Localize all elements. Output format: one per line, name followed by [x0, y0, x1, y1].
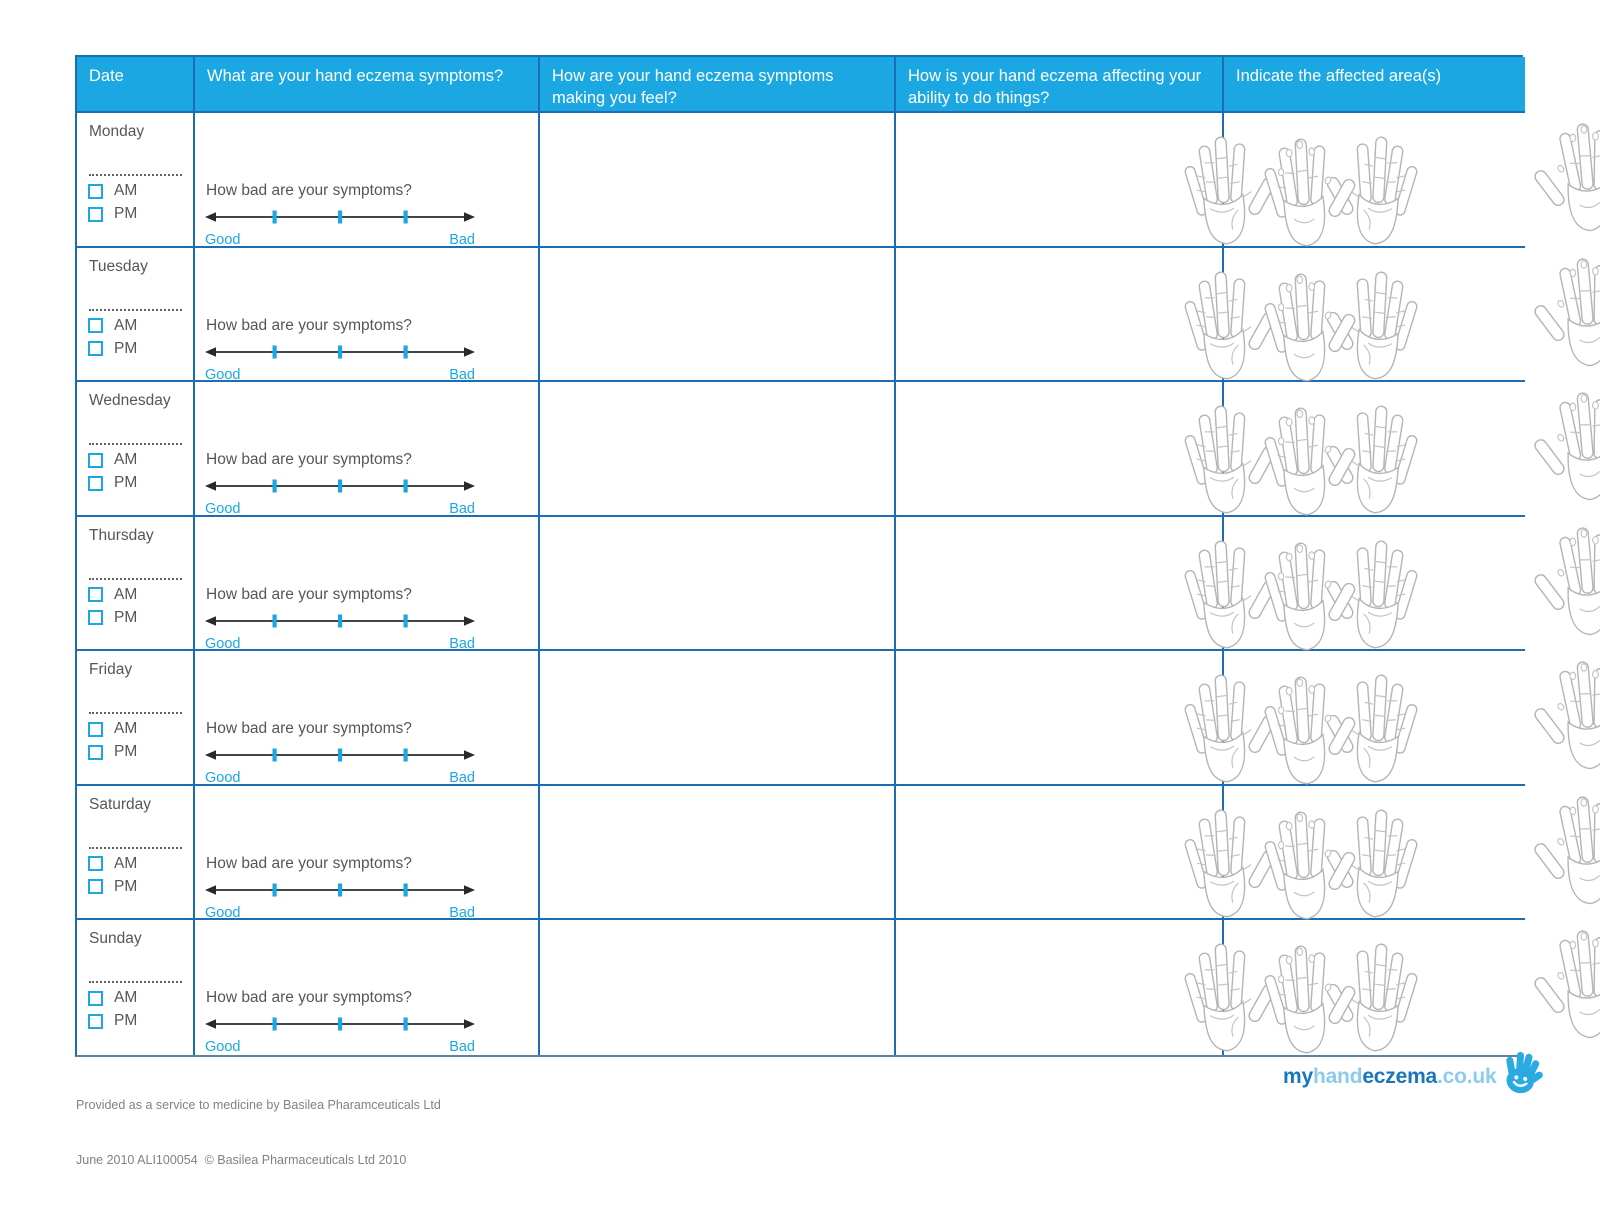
am-label: AM	[114, 451, 138, 468]
scale-arrow-left	[205, 616, 216, 626]
scale-tick	[404, 883, 408, 896]
affected-areas-cell[interactable]	[1224, 786, 1525, 921]
pm-row	[88, 474, 193, 492]
scale-tick	[404, 614, 408, 627]
pm-row	[88, 609, 193, 627]
date-write-line[interactable]	[89, 710, 182, 714]
feelings-answer-cell[interactable]	[540, 920, 896, 1055]
am-checkbox[interactable]	[88, 856, 103, 871]
pm-row	[88, 878, 193, 896]
symptoms-cell	[195, 113, 540, 248]
symptoms-cell	[195, 382, 540, 517]
day-label: Monday	[89, 123, 145, 140]
scale-arrow-left	[205, 885, 216, 895]
scale-good-label: Good	[205, 904, 241, 921]
right-back-hand	[1529, 794, 1600, 907]
scale-arrow-right	[464, 212, 475, 222]
am-checkbox[interactable]	[88, 184, 103, 199]
am-row	[88, 451, 193, 469]
scale-good-label: Good	[205, 232, 241, 248]
affected-areas-cell[interactable]	[1224, 651, 1525, 786]
am-row	[88, 989, 193, 1007]
scale-arrow-right	[464, 481, 475, 491]
myhandeczema-logo	[1283, 1056, 1545, 1098]
hands-diagram[interactable]	[1234, 387, 1516, 509]
am-row	[88, 720, 193, 738]
scale-good-label: Good	[205, 1039, 241, 1055]
feelings-answer-cell[interactable]	[540, 382, 896, 517]
scale-arrow-left	[205, 481, 216, 491]
scale-tick	[404, 1018, 408, 1031]
date-cell	[77, 651, 195, 786]
scale-tick	[404, 345, 408, 358]
date-write-line[interactable]	[89, 576, 182, 580]
scale-bad-label: Bad	[449, 232, 475, 248]
hands-diagram[interactable]	[1234, 925, 1516, 1047]
affected-areas-cell[interactable]	[1224, 248, 1525, 383]
ability-answer-cell[interactable]	[896, 517, 1224, 652]
date-write-line[interactable]	[89, 307, 182, 311]
day-label: Wednesday	[89, 392, 171, 409]
am-checkbox[interactable]	[88, 318, 103, 333]
am-row	[88, 855, 193, 873]
am-row	[88, 182, 193, 200]
right-back-hand	[1529, 121, 1600, 234]
scale-arrow-left	[205, 1019, 216, 1029]
pm-label: PM	[114, 205, 138, 222]
pm-row	[88, 1012, 193, 1030]
symptoms-cell	[195, 920, 540, 1055]
scale-tick	[338, 614, 342, 627]
pm-checkbox[interactable]	[88, 610, 103, 625]
right-back-hand	[1529, 256, 1600, 369]
date-write-line[interactable]	[89, 441, 182, 445]
left-palm-hand	[1321, 940, 1420, 1053]
am-checkbox[interactable]	[88, 587, 103, 602]
scale-question: How bad are your symptoms?	[206, 989, 412, 1006]
right-back-hand	[1529, 525, 1600, 638]
scale-tick	[273, 211, 277, 224]
left-back-hand	[1262, 673, 1361, 786]
scale-bad-label: Bad	[449, 1039, 475, 1055]
diary-table	[75, 55, 1523, 1057]
hands-diagram[interactable]	[1234, 253, 1516, 375]
logo-wordmark: myhandeczema.co.uk	[1283, 1065, 1497, 1088]
column-header-ability: How is your hand eczema affecting your ability to do things?	[896, 57, 1224, 113]
footer-credits	[76, 1060, 441, 1205]
am-label: AM	[114, 316, 138, 334]
left-palm-hand	[1321, 268, 1420, 381]
left-back-hand	[1262, 135, 1361, 248]
ability-answer-cell[interactable]	[896, 382, 1224, 517]
symptom-severity-scale[interactable]	[205, 478, 475, 494]
affected-areas-cell[interactable]	[1224, 517, 1525, 652]
pm-row	[88, 205, 193, 223]
scale-question: How bad are your symptoms?	[206, 182, 412, 199]
handprint-icon	[1501, 1050, 1545, 1098]
pm-checkbox[interactable]	[88, 879, 103, 894]
day-label: Thursday	[89, 526, 154, 544]
pm-label: PM	[114, 743, 138, 760]
hands-diagram[interactable]	[1234, 522, 1516, 644]
affected-areas-cell[interactable]	[1224, 113, 1525, 248]
pm-checkbox[interactable]	[88, 341, 103, 356]
left-back-hand	[1262, 808, 1361, 921]
am-row	[88, 586, 193, 604]
symptoms-cell	[195, 651, 540, 786]
day-label: Sunday	[89, 930, 142, 947]
am-label: AM	[114, 182, 138, 199]
right-back-hand	[1529, 659, 1600, 772]
symptom-severity-scale[interactable]	[205, 344, 475, 360]
scale-arrow-left	[205, 347, 216, 357]
am-checkbox[interactable]	[88, 991, 103, 1006]
scale-question: How bad are your symptoms?	[206, 720, 412, 737]
feelings-answer-cell[interactable]	[540, 248, 896, 383]
column-header-feelings: How are your hand eczema symptoms making you feel?	[540, 57, 896, 113]
day-label: Saturday	[89, 795, 152, 813]
column-header-affected-areas: Indicate the affected area(s)	[1224, 57, 1525, 113]
left-back-hand	[1262, 270, 1361, 383]
scale-question: How bad are your symptoms?	[206, 854, 412, 872]
scale-tick	[273, 883, 277, 896]
scale-tick	[338, 345, 342, 358]
scale-tick	[404, 480, 408, 493]
pm-label: PM	[114, 877, 138, 895]
pm-row	[88, 743, 193, 761]
pm-checkbox[interactable]	[88, 476, 103, 491]
ability-answer-cell[interactable]	[896, 113, 1224, 248]
am-label: AM	[114, 989, 138, 1006]
scale-bad-label: Bad	[449, 904, 475, 921]
scale-arrow-right	[464, 750, 475, 760]
left-palm-hand	[1321, 806, 1420, 919]
column-header-symptoms: What are your hand eczema symptoms?	[195, 57, 540, 113]
pm-checkbox[interactable]	[88, 1014, 103, 1029]
scale-bad-label: Bad	[449, 501, 475, 517]
scale-question: How bad are your symptoms?	[206, 451, 412, 468]
affected-areas-cell[interactable]	[1224, 382, 1525, 517]
symptoms-cell	[195, 517, 540, 652]
hands-diagram[interactable]	[1234, 118, 1516, 240]
am-checkbox[interactable]	[88, 453, 103, 468]
symptom-severity-scale[interactable]	[205, 882, 475, 898]
feelings-answer-cell[interactable]	[540, 517, 896, 652]
column-header-date: Date	[77, 57, 195, 113]
left-back-hand	[1262, 539, 1361, 652]
pm-label: PM	[114, 474, 138, 491]
scale-arrow-left	[205, 750, 216, 760]
scale-tick	[273, 749, 277, 762]
footer-line2: June 2010 ALI100054 © Basilea Pharmaceuticals Ltd 2010	[76, 1152, 407, 1167]
scale-tick	[404, 211, 408, 224]
am-label: AM	[114, 585, 138, 603]
hands-diagram[interactable]	[1234, 791, 1516, 913]
scale-arrow-right	[464, 1019, 475, 1029]
scale-good-label: Good	[205, 770, 241, 786]
date-cell	[77, 382, 195, 517]
ability-answer-cell[interactable]	[896, 786, 1224, 921]
date-write-line[interactable]	[89, 172, 182, 176]
scale-bad-label: Bad	[449, 635, 475, 652]
left-palm-hand	[1321, 133, 1420, 246]
scale-bad-label: Bad	[449, 366, 475, 383]
scale-question: How bad are your symptoms?	[206, 316, 412, 334]
pm-label: PM	[114, 1012, 138, 1029]
scale-arrow-right	[464, 885, 475, 895]
scale-question: How bad are your symptoms?	[206, 585, 412, 603]
date-cell	[77, 920, 195, 1055]
scale-tick	[273, 1018, 277, 1031]
symptom-severity-scale[interactable]	[205, 613, 475, 629]
left-back-hand	[1262, 942, 1361, 1055]
scale-tick	[338, 749, 342, 762]
scale-tick	[338, 480, 342, 493]
scale-arrow-left	[205, 212, 216, 222]
am-label: AM	[114, 720, 138, 737]
footer-line1: Provided as a service to medicine by Basilea Pharamceuticals Ltd	[76, 1098, 441, 1113]
symptom-severity-scale[interactable]	[205, 209, 475, 225]
scale-arrow-right	[464, 347, 475, 357]
feelings-answer-cell[interactable]	[540, 113, 896, 248]
left-palm-hand	[1321, 537, 1420, 650]
day-label: Tuesday	[89, 257, 148, 275]
date-cell	[77, 248, 195, 383]
date-write-line[interactable]	[89, 979, 182, 983]
ability-answer-cell[interactable]	[896, 651, 1224, 786]
feelings-answer-cell[interactable]	[540, 651, 896, 786]
symptoms-cell	[195, 248, 540, 383]
pm-label: PM	[114, 608, 138, 626]
symptoms-cell	[195, 786, 540, 921]
left-palm-hand	[1321, 671, 1420, 784]
date-write-line[interactable]	[89, 845, 182, 849]
affected-areas-cell[interactable]	[1224, 920, 1525, 1055]
date-cell	[77, 113, 195, 248]
scale-tick	[404, 749, 408, 762]
scale-good-label: Good	[205, 635, 241, 652]
scale-tick	[338, 883, 342, 896]
am-checkbox[interactable]	[88, 722, 103, 737]
scale-good-label: Good	[205, 366, 241, 383]
ability-answer-cell[interactable]	[896, 920, 1224, 1055]
day-label: Friday	[89, 661, 133, 678]
am-row	[88, 317, 193, 335]
scale-bad-label: Bad	[449, 770, 475, 786]
scale-tick	[273, 614, 277, 627]
scale-arrow-right	[464, 616, 475, 626]
left-back-hand	[1262, 404, 1361, 517]
scale-tick	[338, 1018, 342, 1031]
right-back-hand	[1529, 928, 1600, 1041]
pm-row	[88, 340, 193, 358]
pm-checkbox[interactable]	[88, 207, 103, 222]
hands-diagram[interactable]	[1234, 656, 1516, 778]
scale-tick	[273, 480, 277, 493]
am-label: AM	[114, 854, 138, 872]
ability-answer-cell[interactable]	[896, 248, 1224, 383]
symptom-severity-scale[interactable]	[205, 1016, 475, 1032]
symptom-severity-scale[interactable]	[205, 747, 475, 763]
feelings-answer-cell[interactable]	[540, 786, 896, 921]
left-palm-hand	[1321, 402, 1420, 515]
scale-good-label: Good	[205, 501, 241, 517]
date-cell	[77, 517, 195, 652]
pm-checkbox[interactable]	[88, 745, 103, 760]
scale-tick	[273, 345, 277, 358]
right-back-hand	[1529, 390, 1600, 503]
date-cell	[77, 786, 195, 921]
scale-tick	[338, 211, 342, 224]
pm-label: PM	[114, 339, 138, 357]
